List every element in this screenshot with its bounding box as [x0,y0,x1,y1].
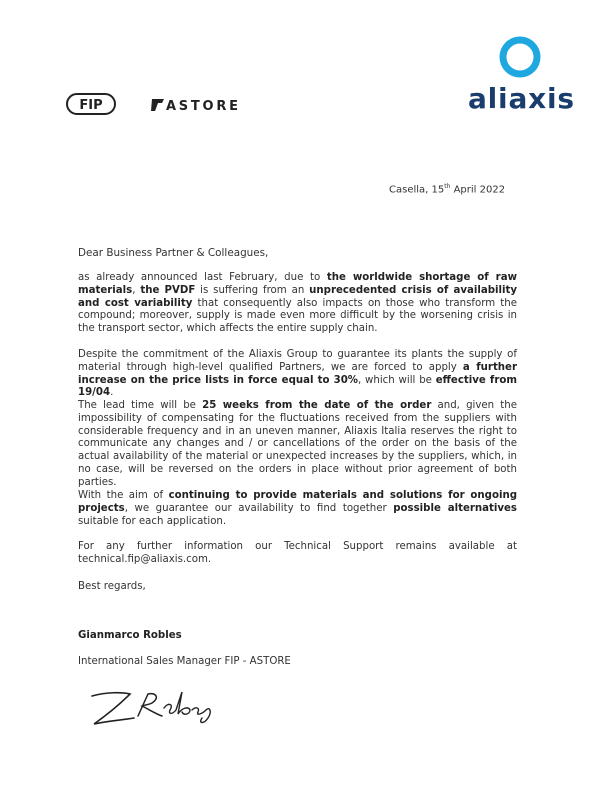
signatory-name: Gianmarco Robles [78,630,182,641]
aliaxis-logo-text: aliaxis [468,82,574,115]
letter-date: Casella, 15th April 2022 [389,183,506,196]
paragraph-shortage: as already announced last February, due to the worldwide shortage of raw materials, the PVDF is suffering from an unprecedented crisis of availability and cost variability that consequently also impacts on those who transform the compound; moreover, supply is made even more difficult by the worsening crisis in the transport sector, which affects the entire supply chain. [78,272,517,335]
fip-logo-text: FIP [79,98,103,113]
paragraph-lead-time: The lead time will be 25 weeks from the date of the order and, given the impossibility of compensating for the fluctuations received from the suppliers with considerable frequency and in an uneven manner, Aliaxis Italia reserves the right to communicate any changes and / or cancellations of the order on the basis of the actual availability of the material or unexpected increases by the suppliers, which, in no case, will be reversed on the orders in place without prior agreement of both parties. [78,400,517,488]
salutation: Dear Business Partner & Colleagues, [78,247,269,259]
closing: Best regards, [78,581,146,592]
aliaxis-logo [466,35,576,115]
astore-logo [150,94,240,114]
signatory-title: International Sales Manager FIP - ASTORE [78,656,291,667]
handwritten-signature [86,688,226,728]
paragraph-price-increase: Despite the commitment of the Aliaxis Group to guarantee its plants the supply of material through high-level qualified Partners, we are forced to apply a further increase on the price lists in force equal to 30%, which will be effective from 19/04. [78,349,517,399]
aliaxis-ring-icon [503,40,537,74]
paragraph-alternatives: With the aim of continuing to provide materials and solutions for ongoing projects, we guarantee our availability to find together possible alternatives suitable for each application. [78,490,517,527]
astore-logo-text: ASTORE [166,99,238,114]
fip-logo [66,92,116,116]
paragraph-technical-support: For any further information our Technical Support remains available at technical.fip@aliaxis.com. [78,541,517,565]
